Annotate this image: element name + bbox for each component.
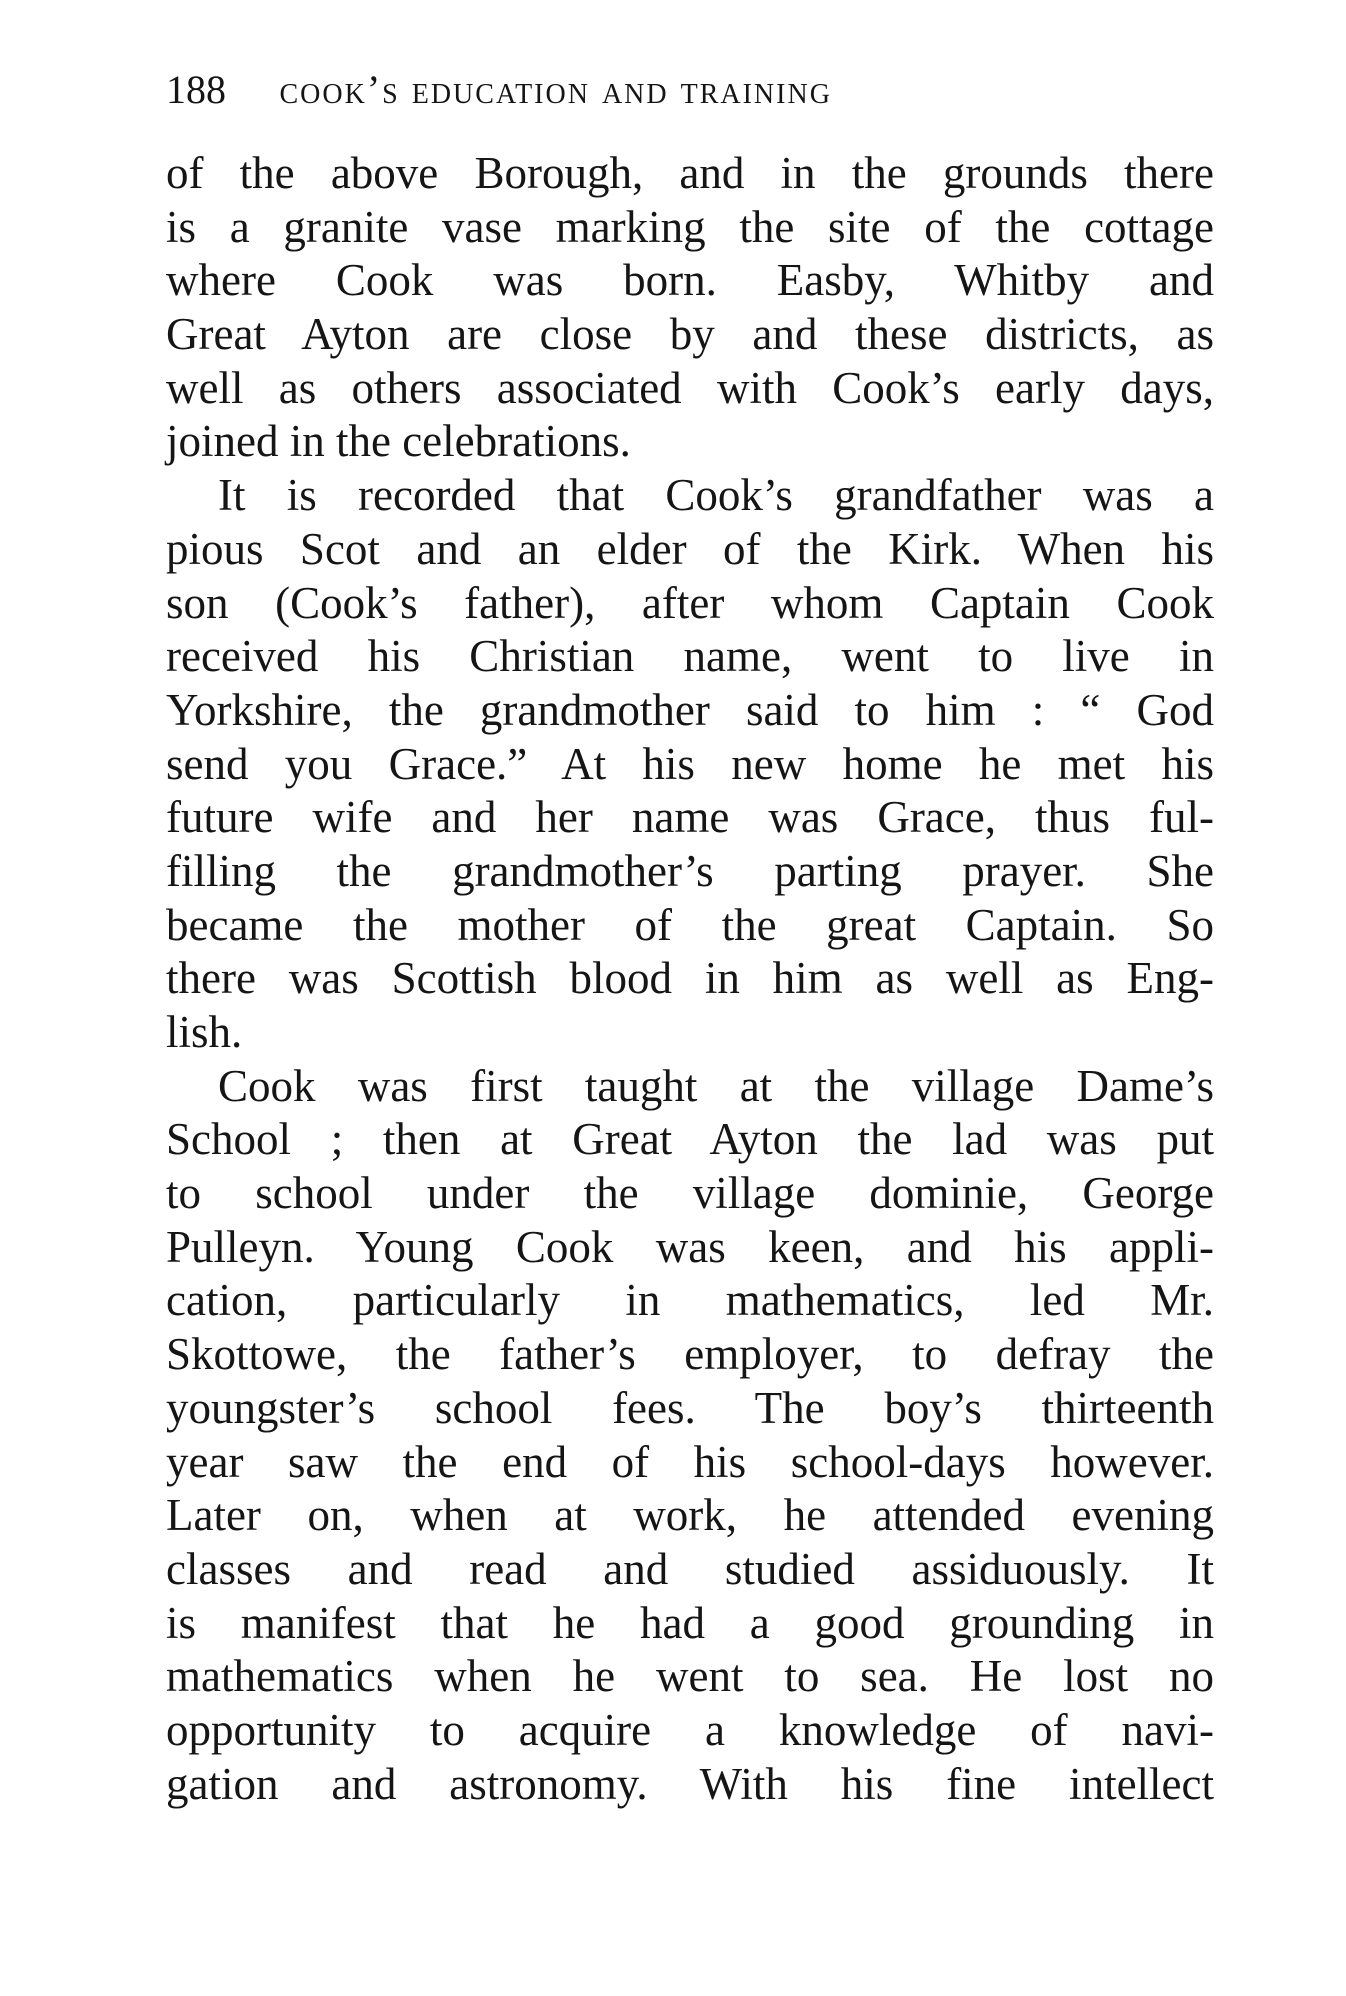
- page-number: 188: [166, 67, 226, 112]
- running-head: [166, 60, 1216, 120]
- text-line: mathematics when he went to sea. He lost no: [166, 1651, 1214, 1702]
- text-line: classes and read and studied assiduously. It: [166, 1543, 1214, 1594]
- text-line: lish.: [166, 1007, 243, 1057]
- text-line: Later on, when at work, he attended evening: [166, 1490, 1214, 1541]
- text-line: to school under the village dominie, George: [166, 1168, 1214, 1219]
- text-line: filling the grandmother’s parting prayer. She: [166, 845, 1214, 896]
- text-line: is manifest that he had a good grounding in: [166, 1597, 1214, 1648]
- text-line: Yorkshire, the grandmother said to him : “ God: [166, 684, 1214, 735]
- text-line: became the mother of the great Captain. So: [166, 899, 1214, 950]
- text-line: It is recorded that Cook’s grandfather was a: [218, 470, 1214, 521]
- text-line: pious Scot and an elder of the Kirk. When his: [166, 523, 1214, 574]
- text-line: School ; then at Great Ayton the lad was put: [166, 1114, 1214, 1165]
- text-line: of the above Borough, and in the grounds there: [166, 148, 1214, 198]
- text-line: there was Scottish blood in him as well as Eng-: [166, 953, 1214, 1004]
- text-line: cation, particularly in mathematics, led Mr.: [166, 1275, 1214, 1326]
- text-line: son (Cook’s father), after whom Captain Cook: [166, 577, 1214, 628]
- text-line: opportunity to acquire a knowledge of navi-: [166, 1704, 1214, 1755]
- text-line: send you Grace.” At his new home he met his: [166, 738, 1214, 789]
- text-line: joined in the celebrations.: [166, 416, 631, 467]
- body-text: [166, 147, 1214, 1811]
- text-line: received his Christian name, went to live in: [166, 631, 1214, 682]
- text-line: gation and astronomy. With his fine intellect: [166, 1758, 1214, 1809]
- text-line: Great Ayton are close by and these districts, as: [166, 309, 1214, 360]
- text-line: Skottowe, the father’s employer, to defray the: [166, 1329, 1214, 1380]
- text-line: where Cook was born. Easby, Whitby and: [166, 255, 1214, 306]
- text-line: Pulleyn. Young Cook was keen, and his appli-: [166, 1221, 1214, 1272]
- running-title: cook’s education and training: [279, 67, 832, 112]
- text-line: future wife and her name was Grace, thus ful-: [166, 792, 1214, 843]
- text-line: Cook was first taught at the village Dame’s: [218, 1060, 1214, 1111]
- text-line: is a granite vase marking the site of the cottage: [166, 201, 1214, 252]
- text-line: well as others associated with Cook’s early days,: [166, 362, 1214, 413]
- text-line: youngster’s school fees. The boy’s thirteenth: [166, 1382, 1214, 1433]
- text-line: year saw the end of his school-days however.: [166, 1436, 1214, 1487]
